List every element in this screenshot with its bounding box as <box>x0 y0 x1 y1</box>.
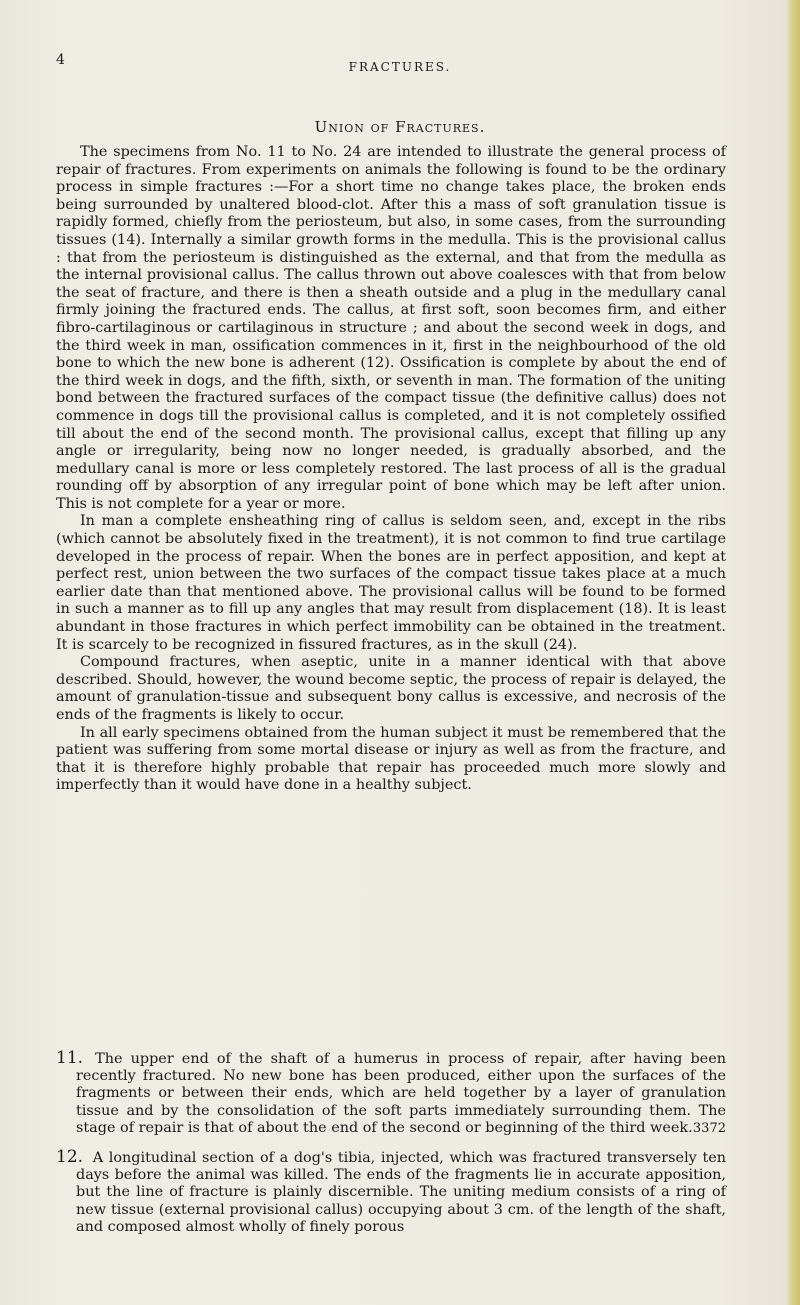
specimen-list <box>56 1050 726 1248</box>
specimen-entry <box>56 1050 726 1137</box>
specimen-text: A longitudinal section of a dog's tibia, injected, which was fractured transversely ten days before the animal was killed. The ends of the fragments lie in accurate apposition, but the line of fracture is plainly discernible. The uniting medium consists of a ring of new tissue (external provisional callus) occupying about 3 cm. of the length of the shaft, and composed almost wholly of finely porous <box>76 1150 727 1235</box>
paragraph: In all early specimens obtained from the human subject it must be remembered that the patient was suffering from some mortal disease or injury as well as from the fracture, and that it is therefore highly probable that repair has proceeded much more slowly and imperfectly than it would have done in a healthy subject. <box>56 724 726 794</box>
page-number: 4 <box>56 52 65 68</box>
specimen-entry <box>56 1149 726 1236</box>
paragraph: The specimens from No. 11 to No. 24 are intended to illustrate the general process of repair of fractures. From experiments on animals the following is found to be the ordinary process in simple fractures :—For a short time no change takes place, the broken ends being surrounded by unaltered blood-clot. After this a mass of soft granulation tissue is rapidly formed, chiefly from the periosteum, but also, in some cases, from the surrounding tissues (14). Internally a similar growth forms in the medulla. This is the provisional callus : that from the periosteum is distinguished as the external, and that from the medulla as the internal provisional callus. The callus thrown out above coalesces with that from below the seat of fracture, and there is then a sheath outside and a plug in the medullary canal firmly joining the fractured ends. The callus, at first soft, soon becomes firm, and either fibro-cartilaginous or cartilaginous in structure ; and about the second week in dogs, and the third week in man, ossification commences in it, first in the neighbourhood of the old bone to which the new bone is adherent (12). Ossification is complete by about the end of the third week in dogs, and the fifth, sixth, or seventh in man. The formation of the uniting bond between the fractured surfaces of the compact tissue (the definitive callus) does not commence in dogs till the provisional callus is completed, and it is not completely ossified till about the end of the second month. The provisional callus, except that filling up any angle or irregularity, being now no longer needed, is gradually absorbed, and the medullary canal is more or less completely restored. The last process of all is the gradual rounding off by absorption of any irregular point of bone which may be left after union. This is not complete for a year or more. <box>56 144 726 512</box>
page-edge <box>786 0 800 1305</box>
catalogue-number: 3372 <box>692 1120 726 1136</box>
section-title: Union of Fractures. <box>314 118 486 136</box>
running-head: FRACTURES. <box>348 60 452 74</box>
specimen-number: 11. <box>56 1048 84 1068</box>
body-text <box>56 144 726 795</box>
paragraph: Compound fractures, when aseptic, unite in a manner identical with that above described. Should, however, the wound become septic, the process of repair is delayed, the amount of granulation-tissue and subsequent bony callus is excessive, and necrosis of the ends of the fragments is likely to occur. <box>56 654 726 723</box>
paragraph: In man a complete ensheathing ring of callus is seldom seen, and, except in the ribs (which cannot be absolutely fixed in the treatment), it is not common to find true cartilage developed in the process of repair. When the bones are in perfect apposition, and kept at perfect rest, union between the two surfaces of the compact tissue takes place at a much earlier date than that mentioned above. The provisional callus will be found to be formed in such a manner as to fill up any angles that may result from displacement (18). It is least abundant in those fractures in which perfect immobility can be obtained in the treatment. It is scarcely to be recognized in fissured fractures, as in the skull (24). <box>56 513 726 653</box>
specimen-text: The upper end of the shaft of a humerus in process of repair, after having been recently fractured. No new bone has been produced, either upon the surfaces of the fragments or between their ends, which are held together by a layer of granulation tissue and by the consolidation of the soft parts immediately surrounding them. The stage of repair is that of about the end of the second or beginning of the third week. <box>76 1051 726 1136</box>
specimen-number: 12. <box>56 1147 84 1168</box>
